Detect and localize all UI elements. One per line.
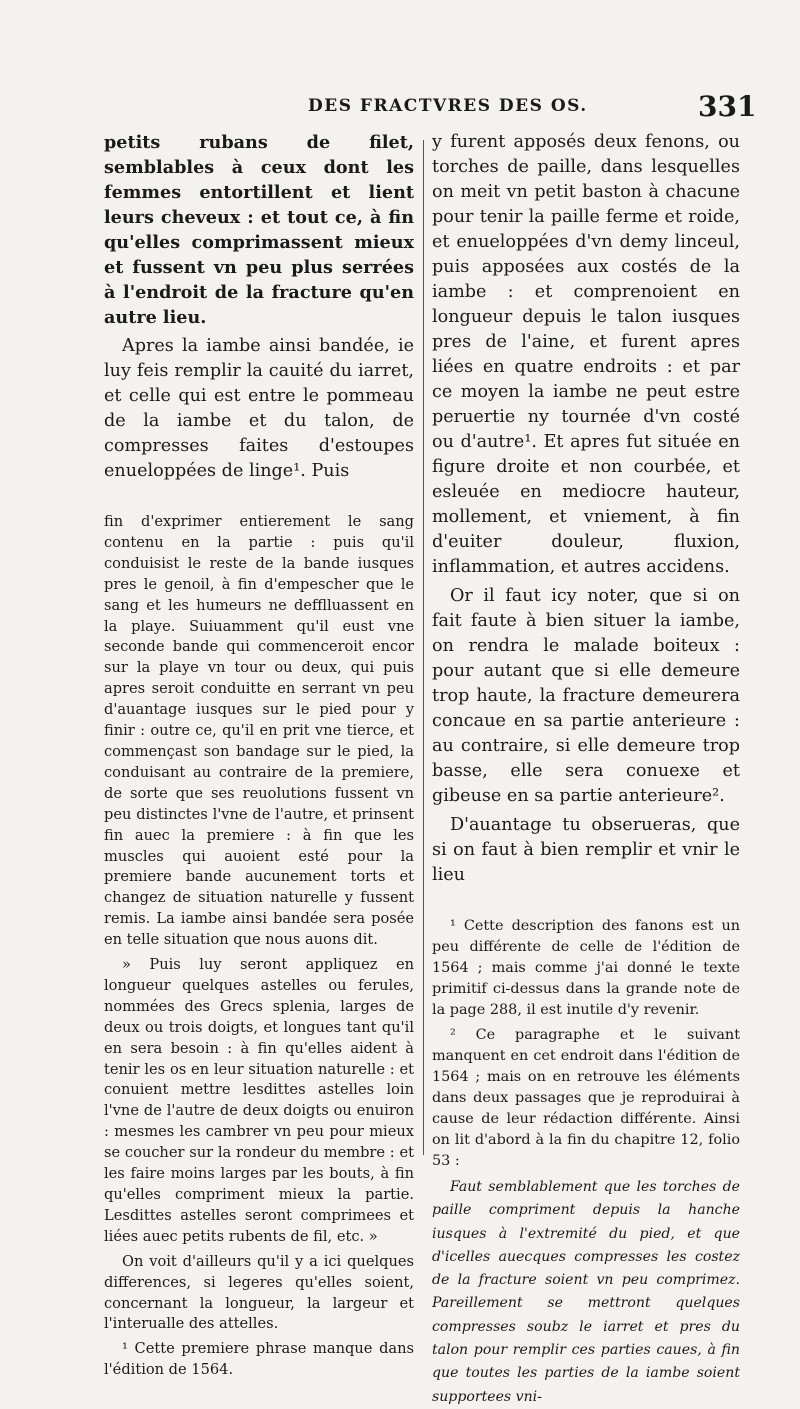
note-paragraph: » Puis luy seront appliquez en longueur quelques astelles ou ferules, nommées des Grecs splenia, larges de deux ou trois doigts, et longues tant qu'il en sera besoin : à fin qu'elles aident à tenir les os en leur situation naturelle : et conuient mettre lesdittes astelles loin l'vne de l'autre de deux doigts ou enuiron : mesmes les cambrer vn peu pour mieux se coucher sur la rondeur du membre : et les faire moins larges par les bouts, à fin qu'elles compriment mieux la partie. Lesdittes astelles seront comprimees et liées auec petits rubents de fil, etc. » [104, 956, 414, 1245]
main-text-paragraph: petits rubans de filet, semblables à ceux dont les femmes entortillent et lient leurs cheveux : et tout ce, à fin qu'elles comprimassent mieux et fussent vn peu plus serrées à l'endroit de la fracture qu'en autre lieu. [104, 132, 414, 328]
quoted-passage: Faut semblablement que les torches de paille compriment depuis la hanche iusques à l'extremité du pied, et que d'icelles auecques compresses les costez de la fracture soient vn peu comprimez. Pareillement se mettront quelques compresses soubz le iarret et pres du talon pour remplir ces parties caues, à fin que toutes les parties de la iambe soient supportees vni- [432, 1179, 740, 1405]
page-number: 331 [698, 90, 757, 123]
main-text-paragraph: Apres la iambe ainsi bandée, ie luy feis remplir la cauité du iarret, et celle qui est entre le pommeau de la iambe et du talon, de compresses faites d'estoupes enueloppées de linge¹. Puis [104, 336, 414, 481]
footnote: ¹ Cette description des fanons est un peu différente de celle de l'édition de 1564 ; mais comme j'ai donné le texte primitif ci-dessus dans la grande note de la page 288, il est inutile d'y revenir. [432, 918, 740, 1018]
left-column [104, 130, 414, 1381]
note-paragraph: On voit d'ailleurs qu'il y a ici quelques differences, si legeres qu'elles soient, concernant la longueur, la largeur et l'interualle des attelles. [104, 1252, 414, 1333]
main-text-paragraph: D'auantage tu obserueras, que si on faut à bien remplir et vnir le lieu [432, 815, 740, 885]
right-column [432, 130, 740, 1409]
main-text-paragraph: Or il faut icy noter, que si on fait faute à bien situer la iambe, on rendra le malade boiteux : pour autant que si elle demeure trop haute, la fracture demeurera concaue en sa partie anterieure : au contraire, si elle demeure trop basse, elle sera conuexe et gibeuse en sa partie anterieure². [432, 586, 740, 806]
footnote: ² Ce paragraphe et le suivant manquent en cet endroit dans l'édition de 1564 ; mais on en retrouve les éléments dans deux passages que je reproduirai à cause de leur rédaction différente. Ainsi on lit d'abord à la fin du chapitre 12, folio 53 : [432, 1027, 740, 1169]
note-paragraph: fin d'exprimer entierement le sang contenu en la partie : puis qu'il conduisist le reste de la bande iusques pres le genoil, à fin d'empescher que le sang et les humeurs ne defflluassent en la playe. Suiuamment qu'il eust vne seconde bande qui commenceroit encor sur la playe vn tour ou deux, qui puis apres seroit conduitte en serrant vn peu d'auantage iusques sur le pied pour y finir : outre ce, qu'il en prit vne tierce, et commençast son bandage sur le pied, la conduisant au contraire de la premiere, de sorte que ses reuolutions fussent vn peu distinctes l'vne de l'autre, et prinsent fin auec la premiere : à fin que les muscles qui auoient esté pour la premiere bande aucunement torts et changez de situation naturelle y fussent remis. La iambe ainsi bandée sera posée en telle situation que nous auons dit. [104, 513, 414, 949]
footnote: ¹ Cette premiere phrase manque dans l'édition de 1564. [104, 1340, 414, 1379]
running-header: DES FRACTVRES DES OS. [308, 96, 588, 116]
column-divider [423, 140, 424, 1155]
main-text-paragraph: y furent apposés deux fenons, ou torches de paille, dans lesquelles on meit vn petit baston à chacune pour tenir la paille ferme et roide, et enueloppées d'vn demy linceul, puis apposées aux costés de la iambe : et comprenoient en longueur depuis le talon iusques pres de l'aine, et furent apres liées en quatre endroits : et par ce moyen la iambe ne peut estre peruertie ny tournée d'vn costé ou d'autre¹. Et apres fut située en figure droite et non courbée, et esleuée en mediocre hauteur, mollement, et vniement, à fin d'euiter douleur, fluxion, inflammation, et autres accidens. [432, 132, 740, 577]
